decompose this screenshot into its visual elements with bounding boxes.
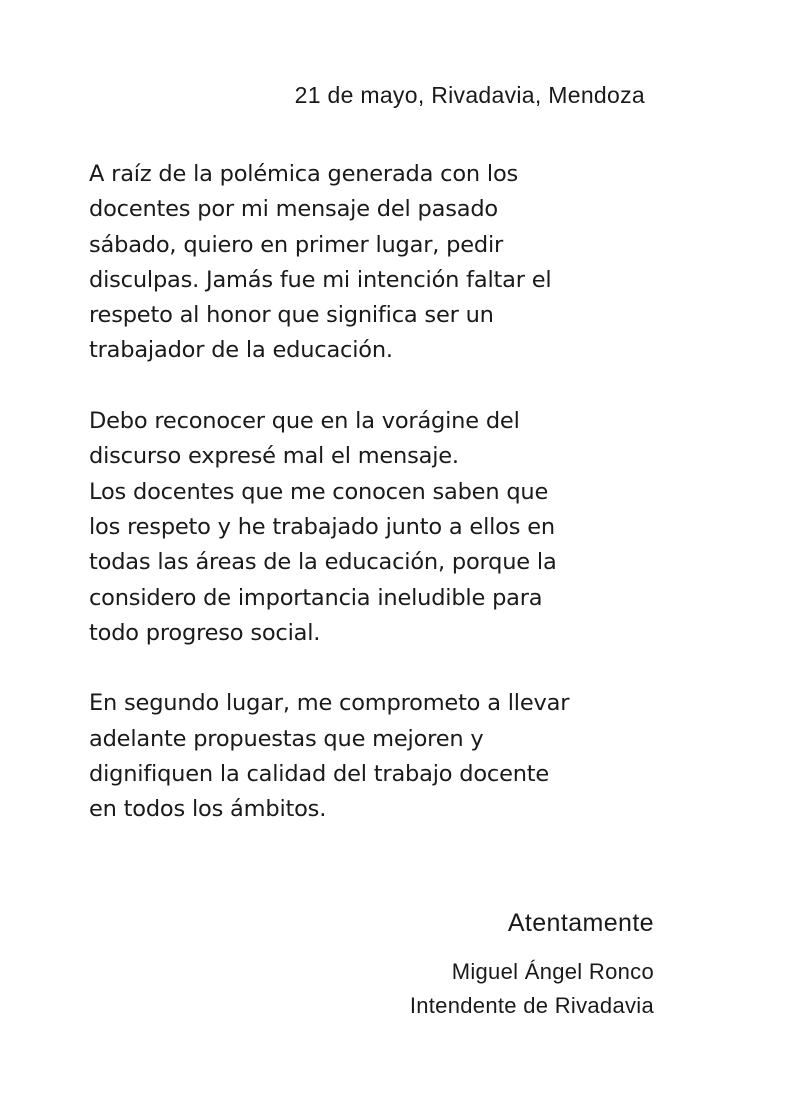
body-line: todo progreso social.: [89, 619, 321, 646]
signer-title: Intendente de Rivadavia: [409, 993, 654, 1018]
body-line: docentes por mi mensaje del pasado: [89, 196, 498, 223]
body-line: sábado, quiero en primer lugar, pedir: [89, 231, 504, 258]
body-line: adelante propuestas que mejoren y: [89, 725, 484, 752]
body-line: Debo reconocer que en la vorágine del: [89, 408, 520, 435]
body-line: considero de importancia ineludible para: [89, 584, 543, 611]
body-line: A raíz de la polémica generada con los: [89, 161, 519, 187]
body-line: disculpas. Jamás fue mi intención faltar el: [89, 266, 552, 293]
body-line: todas las áreas de la educación, porque la: [89, 549, 557, 576]
body-line: dignifiquen la calidad del trabajo docente: [89, 761, 550, 788]
body-line: los respeto y he trabajado junto a ellos en: [89, 513, 555, 540]
paragraph-commitment: [89, 686, 669, 827]
signer-name: Miguel Ángel Ronco: [451, 959, 654, 984]
closing-salutation: Atentamente: [507, 909, 654, 937]
paragraph-acknowledgement: [89, 404, 669, 651]
body-line: En segundo lugar, me comprometo a llevar: [89, 690, 570, 717]
body-line: en todos los ámbitos.: [89, 796, 327, 823]
body-line: discurso expresé mal el mensaje.: [89, 443, 459, 470]
body-line: Los docentes que me conocen saben que: [89, 478, 549, 505]
dateline: 21 de mayo, Rivadavia, Mendoza: [294, 82, 645, 108]
body-line: trabajador de la educación.: [89, 337, 393, 364]
body-line: respeto al honor que significa ser un: [89, 302, 494, 329]
paragraph-apology: [89, 157, 669, 369]
letter-body: [89, 157, 669, 828]
